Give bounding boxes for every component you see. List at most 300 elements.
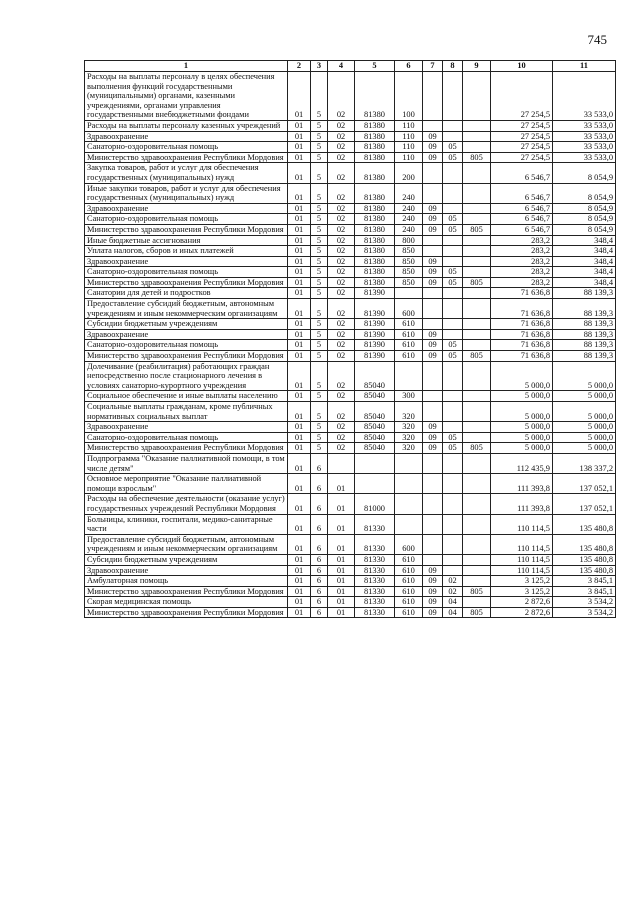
code-6-cell: 610 xyxy=(395,329,423,340)
code-2-cell: 01 xyxy=(288,340,311,351)
item-name-cell: Амбулаторная помощь xyxy=(85,576,288,587)
code-5-cell: 81380 xyxy=(355,203,395,214)
code-5-cell: 81380 xyxy=(355,256,395,267)
code-3-cell: 5 xyxy=(311,142,328,153)
code-7-cell xyxy=(423,246,443,257)
amount-10-cell: 110 114,5 xyxy=(491,565,553,576)
code-2-cell: 01 xyxy=(288,163,311,183)
code-6-cell: 850 xyxy=(395,267,423,278)
amount-10-cell: 283,2 xyxy=(491,277,553,288)
code-6-cell: 320 xyxy=(395,402,423,422)
code-6-cell: 610 xyxy=(395,607,423,618)
code-7-cell: 09 xyxy=(423,432,443,443)
code-4-cell: 02 xyxy=(328,120,355,131)
code-2-cell: 01 xyxy=(288,214,311,225)
amount-10-cell: 283,2 xyxy=(491,256,553,267)
code-6-cell xyxy=(395,288,423,299)
code-4-cell: 01 xyxy=(328,586,355,597)
table-body xyxy=(85,72,616,618)
code-7-cell: 09 xyxy=(423,586,443,597)
code-2-cell: 01 xyxy=(288,453,311,473)
code-9-cell xyxy=(463,235,491,246)
code-5-cell: 81380 xyxy=(355,142,395,153)
code-3-cell: 5 xyxy=(311,361,328,391)
code-2-cell: 01 xyxy=(288,142,311,153)
code-4-cell: 02 xyxy=(328,235,355,246)
code-4-cell: 02 xyxy=(328,329,355,340)
code-7-cell: 09 xyxy=(423,152,443,163)
code-8-cell: 02 xyxy=(443,576,463,587)
code-9-cell xyxy=(463,267,491,278)
code-3-cell: 5 xyxy=(311,329,328,340)
table-row xyxy=(85,203,616,214)
page-number: 745 xyxy=(587,32,607,47)
code-9-cell: 805 xyxy=(463,224,491,235)
code-4-cell: 02 xyxy=(328,443,355,454)
item-name-cell: Министерство здравоохранения Республики Мордовия xyxy=(85,152,288,163)
code-6-cell: 610 xyxy=(395,351,423,362)
code-7-cell xyxy=(423,299,443,319)
code-7-cell: 09 xyxy=(423,267,443,278)
code-7-cell xyxy=(423,183,443,203)
code-5-cell: 85040 xyxy=(355,422,395,433)
item-name-cell: Санаторно-оздоровительная помощь xyxy=(85,432,288,443)
amount-10-cell: 5 000,0 xyxy=(491,422,553,433)
amount-11-cell: 8 054,9 xyxy=(553,224,616,235)
amount-10-cell: 71 636,8 xyxy=(491,299,553,319)
table-row xyxy=(85,597,616,608)
item-name-cell: Субсидии бюджетным учреждениям xyxy=(85,554,288,565)
table-row xyxy=(85,494,616,514)
code-8-cell xyxy=(443,391,463,402)
amount-11-cell: 348,4 xyxy=(553,277,616,288)
code-8-cell: 02 xyxy=(443,586,463,597)
code-4-cell: 01 xyxy=(328,474,355,494)
table-row xyxy=(85,329,616,340)
code-5-cell: 81390 xyxy=(355,319,395,330)
column-header-6: 6 xyxy=(395,61,423,72)
code-3-cell: 5 xyxy=(311,340,328,351)
code-9-cell xyxy=(463,494,491,514)
amount-11-cell: 8 054,9 xyxy=(553,214,616,225)
code-8-cell xyxy=(443,246,463,257)
amount-10-cell: 6 546,7 xyxy=(491,183,553,203)
code-5-cell: 85040 xyxy=(355,432,395,443)
code-8-cell xyxy=(443,565,463,576)
code-2-cell: 01 xyxy=(288,443,311,454)
column-header-7: 7 xyxy=(423,61,443,72)
code-2-cell: 01 xyxy=(288,183,311,203)
code-9-cell xyxy=(463,432,491,443)
code-8-cell xyxy=(443,422,463,433)
code-7-cell xyxy=(423,288,443,299)
code-3-cell: 5 xyxy=(311,131,328,142)
code-4-cell: 01 xyxy=(328,494,355,514)
code-2-cell: 01 xyxy=(288,224,311,235)
code-8-cell xyxy=(443,514,463,534)
table-row xyxy=(85,246,616,257)
amount-11-cell: 33 533,0 xyxy=(553,72,616,121)
code-8-cell xyxy=(443,329,463,340)
amount-10-cell: 5 000,0 xyxy=(491,402,553,422)
column-header-4: 4 xyxy=(328,61,355,72)
column-header-5: 5 xyxy=(355,61,395,72)
code-9-cell: 805 xyxy=(463,277,491,288)
code-5-cell: 81380 xyxy=(355,131,395,142)
code-9-cell xyxy=(463,72,491,121)
code-4-cell: 01 xyxy=(328,554,355,565)
code-7-cell: 09 xyxy=(423,256,443,267)
code-7-cell xyxy=(423,391,443,402)
code-6-cell: 240 xyxy=(395,183,423,203)
code-5-cell: 81390 xyxy=(355,329,395,340)
code-5-cell: 81380 xyxy=(355,224,395,235)
code-2-cell: 01 xyxy=(288,120,311,131)
code-5-cell: 85040 xyxy=(355,402,395,422)
code-3-cell: 6 xyxy=(311,576,328,587)
code-9-cell xyxy=(463,565,491,576)
code-5-cell: 81330 xyxy=(355,534,395,554)
code-3-cell: 5 xyxy=(311,391,328,402)
code-4-cell: 02 xyxy=(328,224,355,235)
code-4-cell xyxy=(328,453,355,473)
code-2-cell: 01 xyxy=(288,565,311,576)
amount-11-cell: 8 054,9 xyxy=(553,183,616,203)
code-4-cell: 02 xyxy=(328,361,355,391)
item-name-cell: Министерство здравоохранения Республики Мордовия xyxy=(85,607,288,618)
code-8-cell: 05 xyxy=(443,351,463,362)
table-row xyxy=(85,267,616,278)
item-name-cell: Социальные выплаты гражданам, кроме публичных нормативных социальных выплат xyxy=(85,402,288,422)
code-4-cell: 02 xyxy=(328,288,355,299)
code-3-cell: 5 xyxy=(311,214,328,225)
code-4-cell: 02 xyxy=(328,131,355,142)
code-4-cell: 01 xyxy=(328,607,355,618)
code-9-cell xyxy=(463,163,491,183)
code-8-cell xyxy=(443,494,463,514)
code-3-cell: 5 xyxy=(311,351,328,362)
code-3-cell: 5 xyxy=(311,235,328,246)
code-5-cell: 85040 xyxy=(355,361,395,391)
amount-10-cell: 283,2 xyxy=(491,246,553,257)
item-name-cell: Уплата налогов, сборов и иных платежей xyxy=(85,246,288,257)
code-4-cell: 01 xyxy=(328,576,355,587)
code-9-cell xyxy=(463,203,491,214)
amount-11-cell: 135 480,8 xyxy=(553,514,616,534)
code-7-cell xyxy=(423,514,443,534)
amount-10-cell: 27 254,5 xyxy=(491,131,553,142)
code-5-cell: 81380 xyxy=(355,120,395,131)
code-2-cell: 01 xyxy=(288,288,311,299)
code-5-cell: 81330 xyxy=(355,586,395,597)
code-4-cell: 02 xyxy=(328,142,355,153)
item-name-cell: Санаторно-оздоровительная помощь xyxy=(85,142,288,153)
item-name-cell: Министерство здравоохранения Республики Мордовия xyxy=(85,443,288,454)
code-4-cell: 02 xyxy=(328,256,355,267)
table-row xyxy=(85,534,616,554)
code-2-cell: 01 xyxy=(288,277,311,288)
table-row xyxy=(85,402,616,422)
code-4-cell: 02 xyxy=(328,267,355,278)
code-9-cell xyxy=(463,453,491,473)
code-4-cell: 01 xyxy=(328,565,355,576)
amount-10-cell: 2 872,6 xyxy=(491,597,553,608)
code-7-cell xyxy=(423,319,443,330)
code-8-cell xyxy=(443,402,463,422)
code-5-cell: 81390 xyxy=(355,351,395,362)
code-6-cell: 610 xyxy=(395,576,423,587)
code-5-cell: 81330 xyxy=(355,565,395,576)
code-3-cell: 6 xyxy=(311,474,328,494)
code-9-cell xyxy=(463,534,491,554)
code-6-cell xyxy=(395,361,423,391)
code-8-cell: 05 xyxy=(443,224,463,235)
code-9-cell xyxy=(463,554,491,565)
table-header-row xyxy=(85,61,616,72)
amount-10-cell: 27 254,5 xyxy=(491,72,553,121)
code-5-cell: 81380 xyxy=(355,152,395,163)
code-9-cell xyxy=(463,256,491,267)
code-3-cell: 5 xyxy=(311,163,328,183)
table-row xyxy=(85,576,616,587)
code-6-cell: 610 xyxy=(395,340,423,351)
code-7-cell: 09 xyxy=(423,224,443,235)
table-row xyxy=(85,288,616,299)
code-8-cell: 05 xyxy=(443,277,463,288)
amount-11-cell: 5 000,0 xyxy=(553,443,616,454)
amount-11-cell: 33 533,0 xyxy=(553,131,616,142)
table-row xyxy=(85,340,616,351)
amount-10-cell: 111 393,8 xyxy=(491,474,553,494)
column-header-2: 2 xyxy=(288,61,311,72)
code-8-cell xyxy=(443,361,463,391)
column-header-9: 9 xyxy=(463,61,491,72)
amount-10-cell: 283,2 xyxy=(491,235,553,246)
code-3-cell: 5 xyxy=(311,277,328,288)
table-row xyxy=(85,214,616,225)
code-9-cell xyxy=(463,299,491,319)
code-6-cell: 800 xyxy=(395,235,423,246)
amount-11-cell: 5 000,0 xyxy=(553,391,616,402)
amount-11-cell: 88 139,3 xyxy=(553,319,616,330)
code-9-cell xyxy=(463,142,491,153)
code-3-cell: 5 xyxy=(311,203,328,214)
code-7-cell: 09 xyxy=(423,443,443,454)
table-row xyxy=(85,72,616,121)
code-7-cell: 09 xyxy=(423,142,443,153)
table-row xyxy=(85,256,616,267)
code-2-cell: 01 xyxy=(288,256,311,267)
column-header-10: 10 xyxy=(491,61,553,72)
code-3-cell: 5 xyxy=(311,299,328,319)
amount-11-cell: 3 534,2 xyxy=(553,607,616,618)
code-8-cell: 04 xyxy=(443,597,463,608)
amount-11-cell: 348,4 xyxy=(553,246,616,257)
code-3-cell: 6 xyxy=(311,554,328,565)
code-9-cell xyxy=(463,183,491,203)
code-8-cell xyxy=(443,120,463,131)
code-5-cell: 81380 xyxy=(355,277,395,288)
code-5-cell: 81330 xyxy=(355,554,395,565)
code-5-cell: 81390 xyxy=(355,288,395,299)
code-2-cell: 01 xyxy=(288,474,311,494)
item-name-cell: Подпрограмма "Оказание паллиативной помощи, в том числе детям" xyxy=(85,453,288,473)
code-3-cell: 5 xyxy=(311,183,328,203)
amount-11-cell: 348,4 xyxy=(553,235,616,246)
code-9-cell xyxy=(463,576,491,587)
code-7-cell xyxy=(423,402,443,422)
code-5-cell: 81380 xyxy=(355,235,395,246)
code-9-cell xyxy=(463,120,491,131)
code-5-cell: 81330 xyxy=(355,514,395,534)
code-8-cell xyxy=(443,203,463,214)
amount-10-cell: 112 435,9 xyxy=(491,453,553,473)
amount-11-cell: 88 139,3 xyxy=(553,288,616,299)
amount-10-cell: 283,2 xyxy=(491,267,553,278)
item-name-cell: Субсидии бюджетным учреждениям xyxy=(85,319,288,330)
code-9-cell xyxy=(463,402,491,422)
item-name-cell: Министерство здравоохранения Республики Мордовия xyxy=(85,586,288,597)
amount-11-cell: 33 533,0 xyxy=(553,152,616,163)
code-2-cell: 01 xyxy=(288,554,311,565)
code-7-cell xyxy=(423,474,443,494)
amount-10-cell: 71 636,8 xyxy=(491,351,553,362)
code-2-cell: 01 xyxy=(288,534,311,554)
code-9-cell: 805 xyxy=(463,443,491,454)
code-5-cell: 81380 xyxy=(355,183,395,203)
code-3-cell: 5 xyxy=(311,319,328,330)
code-7-cell xyxy=(423,72,443,121)
code-4-cell: 01 xyxy=(328,534,355,554)
amount-11-cell: 137 052,1 xyxy=(553,494,616,514)
code-3-cell: 5 xyxy=(311,443,328,454)
table-row xyxy=(85,586,616,597)
column-header-1: 1 xyxy=(85,61,288,72)
amount-11-cell: 33 533,0 xyxy=(553,120,616,131)
code-6-cell: 320 xyxy=(395,443,423,454)
code-2-cell: 01 xyxy=(288,361,311,391)
code-9-cell xyxy=(463,422,491,433)
amount-11-cell: 88 139,3 xyxy=(553,351,616,362)
code-8-cell xyxy=(443,183,463,203)
table-row xyxy=(85,277,616,288)
code-8-cell xyxy=(443,235,463,246)
code-5-cell: 81380 xyxy=(355,267,395,278)
code-4-cell: 02 xyxy=(328,432,355,443)
code-9-cell xyxy=(463,340,491,351)
code-8-cell xyxy=(443,453,463,473)
code-2-cell: 01 xyxy=(288,72,311,121)
item-name-cell: Расходы на выплаты персоналу казенных учреждений xyxy=(85,120,288,131)
amount-10-cell: 6 546,7 xyxy=(491,214,553,225)
code-6-cell: 850 xyxy=(395,246,423,257)
code-2-cell: 01 xyxy=(288,203,311,214)
code-8-cell: 05 xyxy=(443,443,463,454)
code-6-cell: 610 xyxy=(395,554,423,565)
amount-10-cell: 5 000,0 xyxy=(491,432,553,443)
code-4-cell: 02 xyxy=(328,163,355,183)
code-8-cell: 05 xyxy=(443,214,463,225)
code-8-cell xyxy=(443,534,463,554)
item-name-cell: Санаторно-оздоровительная помощь xyxy=(85,214,288,225)
code-6-cell: 110 xyxy=(395,152,423,163)
code-4-cell: 02 xyxy=(328,299,355,319)
table-row xyxy=(85,120,616,131)
code-6-cell: 300 xyxy=(395,391,423,402)
table-row xyxy=(85,432,616,443)
code-6-cell: 850 xyxy=(395,277,423,288)
code-4-cell: 02 xyxy=(328,319,355,330)
amount-11-cell: 8 054,9 xyxy=(553,203,616,214)
code-4-cell: 02 xyxy=(328,183,355,203)
code-7-cell: 09 xyxy=(423,565,443,576)
code-8-cell xyxy=(443,131,463,142)
code-3-cell: 5 xyxy=(311,402,328,422)
amount-11-cell: 135 480,8 xyxy=(553,534,616,554)
table-row xyxy=(85,131,616,142)
code-8-cell xyxy=(443,256,463,267)
code-7-cell xyxy=(423,453,443,473)
item-name-cell: Иные закупки товаров, работ и услуг для обеспечения государственных (муниципальных) нужд xyxy=(85,183,288,203)
code-3-cell: 5 xyxy=(311,256,328,267)
code-2-cell: 01 xyxy=(288,402,311,422)
item-name-cell: Скорая медицинская помощь xyxy=(85,597,288,608)
amount-11-cell: 8 054,9 xyxy=(553,163,616,183)
table-row xyxy=(85,351,616,362)
item-name-cell: Министерство здравоохранения Республики Мордовия xyxy=(85,351,288,362)
amount-11-cell: 5 000,0 xyxy=(553,361,616,391)
amount-10-cell: 5 000,0 xyxy=(491,443,553,454)
table-row xyxy=(85,183,616,203)
code-6-cell: 320 xyxy=(395,432,423,443)
item-name-cell: Санаторно-оздоровительная помощь xyxy=(85,267,288,278)
code-9-cell: 805 xyxy=(463,351,491,362)
table-row xyxy=(85,163,616,183)
code-6-cell: 610 xyxy=(395,319,423,330)
code-8-cell xyxy=(443,299,463,319)
code-3-cell: 5 xyxy=(311,224,328,235)
code-5-cell: 81380 xyxy=(355,72,395,121)
amount-11-cell: 3 845,1 xyxy=(553,586,616,597)
code-8-cell xyxy=(443,163,463,183)
amount-10-cell: 3 125,2 xyxy=(491,586,553,597)
code-8-cell xyxy=(443,288,463,299)
code-7-cell xyxy=(423,235,443,246)
code-7-cell xyxy=(423,494,443,514)
code-8-cell xyxy=(443,474,463,494)
item-name-cell: Санатории для детей и подростков xyxy=(85,288,288,299)
code-6-cell: 850 xyxy=(395,256,423,267)
code-9-cell: 805 xyxy=(463,152,491,163)
item-name-cell: Здравоохранение xyxy=(85,422,288,433)
table-row xyxy=(85,299,616,319)
amount-11-cell: 137 052,1 xyxy=(553,474,616,494)
code-6-cell: 240 xyxy=(395,214,423,225)
code-2-cell: 01 xyxy=(288,422,311,433)
code-5-cell: 81330 xyxy=(355,576,395,587)
code-6-cell: 240 xyxy=(395,224,423,235)
code-7-cell: 09 xyxy=(423,597,443,608)
amount-11-cell: 348,4 xyxy=(553,256,616,267)
table-row xyxy=(85,514,616,534)
code-8-cell xyxy=(443,554,463,565)
amount-11-cell: 135 480,8 xyxy=(553,554,616,565)
table-row xyxy=(85,319,616,330)
amount-10-cell: 111 393,8 xyxy=(491,494,553,514)
item-name-cell: Расходы на выплаты персоналу в целях обеспечения выполнения функций государственными (муниципальными) органами, казенными учреждениями, органами управления государственными внебюджетными фондами xyxy=(85,72,288,121)
code-5-cell: 81330 xyxy=(355,597,395,608)
code-7-cell: 09 xyxy=(423,214,443,225)
